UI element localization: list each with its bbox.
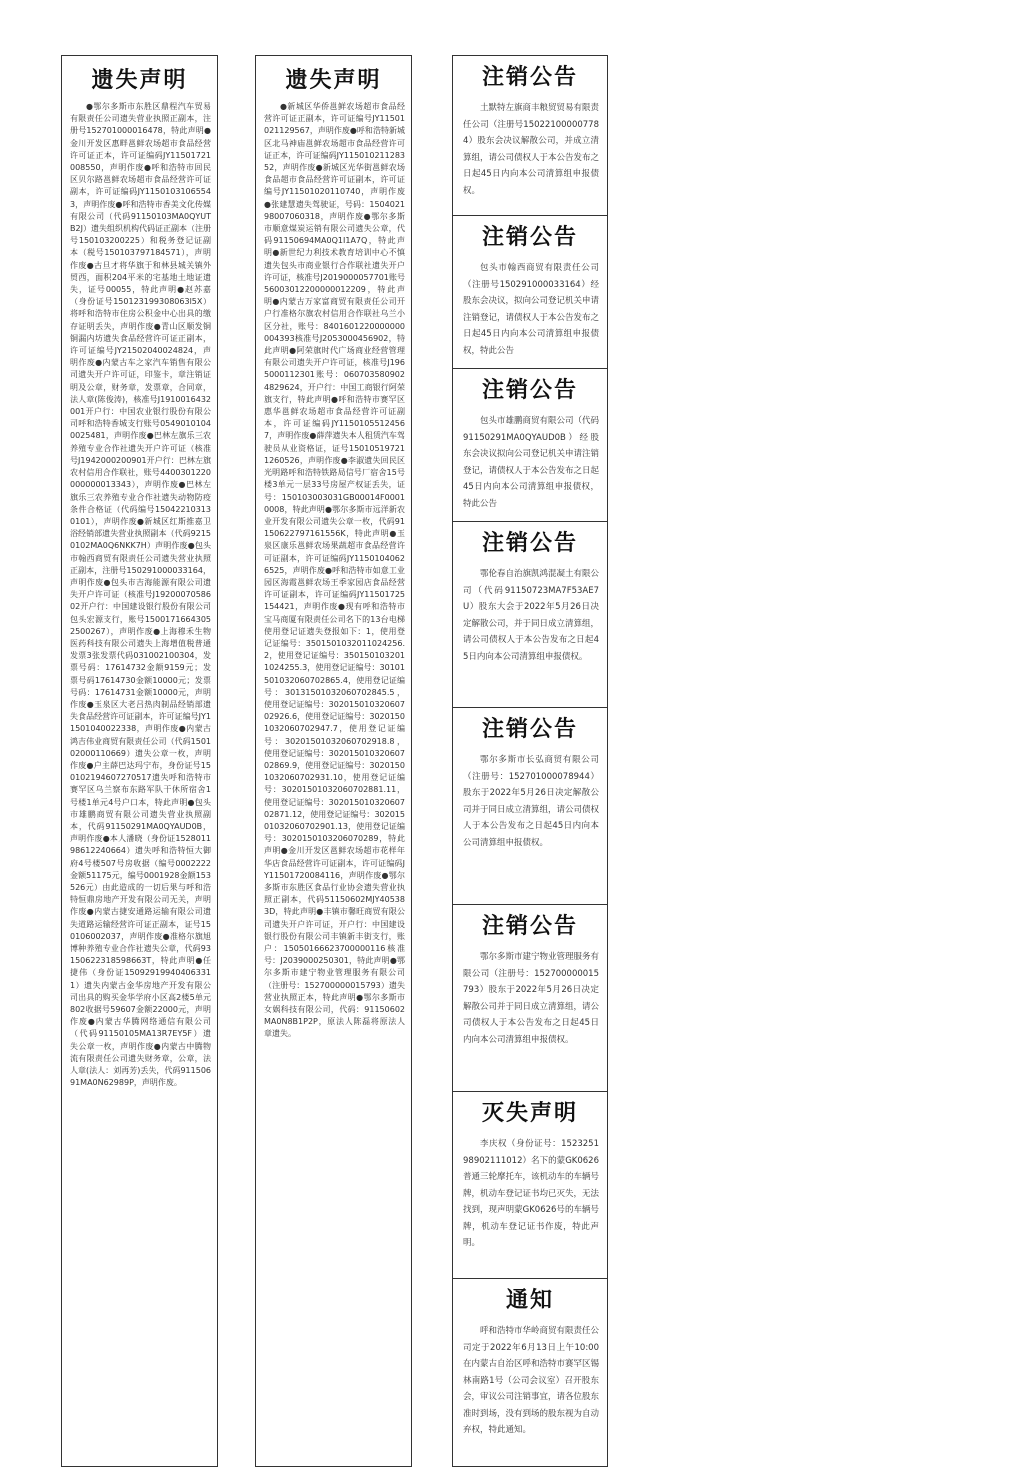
notice-body: 包头市雄鹏商贸有限公司（代码91150291MA0QYAUD0B）经股东会决议拟向公司登记机关申请注销登记，请债权人于本公告发布之日起45日内向本公司清算组申报债权，特此公告 xyxy=(463,416,600,509)
lost-statement-column-2 xyxy=(255,55,412,1467)
notice-title: 注销公告 xyxy=(481,378,578,403)
notice-body: 鄂伦春自治旗凯鸿混凝土有限公司（代码91150723MA7F53AE7U）股东大会于2022年5月26日决定解散公司，并于同日成立清算组，请公司债权人于本公告发布之日起45日内向本公司清算组申报债权。 xyxy=(463,569,600,662)
notice-title: 注销公告 xyxy=(481,65,578,90)
notice-body: 李庆权（身份证号：152325198902111012）名下的蒙GK0626普通三轮摩托车，该机动车的车辆号牌，机动车登记证书均已灭失，无法找到，现声明蒙GK0626号的车辆号牌，机动车登记证书作废，特此声明。 xyxy=(463,1139,600,1248)
notice-title: 通知 xyxy=(505,1288,554,1313)
notice-body: 呼和浩特市华岭商贸有限责任公司定于2022年6月13日上午10:00在内蒙古自治区呼和浩特市赛罕区锡林南路1号（公司会议室）召开股东会，审议公司注销事宜，请各位股东准时到场，没有到场的股东视为自动弃权，特此通知。 xyxy=(463,1326,600,1435)
meeting-notification xyxy=(453,1279,607,1468)
notice-title: 注销公告 xyxy=(481,225,578,250)
notices-column xyxy=(452,55,608,1467)
notice-title: 注销公告 xyxy=(481,531,578,556)
notice-body: 鄂尔多斯市建宁物业管理服务有限公司（注册号：152700000015793）股东于2022年5月26日决定解散公司并于同日成立清算组，请公司债权人于本公告发布之日起45日内向本公司清算组申报债权。 xyxy=(463,952,600,1045)
notice-body: 包头市翰西商贸有限责任公司（注册号150291000033164）经股东会决议，拟向公司登记机关申请注销登记，请债权人于本公告发布之日起45日内向本公司清算组申报债权，特此公告 xyxy=(463,263,600,356)
column-body-text: ●新城区华侨邕鲜农场超市食品经营许可证正副本，许可证编号JY11501021129567，声明作废●呼和浩特新城区北马神庙邕鲜农场超市食品经营许可证正本，许可证编码JY11501021128352，声明作废●新城区光华街邕鲜农场食品超市食品经营许可证副本，许可证编号JY11501020110740，声明作废●张建慧遗失驾驶证，号码：150402198007060318，声明作废●鄂尔多斯市顺意煤炭运销有限公司遗失公章，代码91150694MA0Q1I1A7Q，特此声明●新世纪力利技术教育培训中心不慎遗失包头市商业银行合作联社遗失开户许可证，核准号J2019000057701账号56003012200000012209，特此声明●内蒙古万家富商贸有限责任公司开户行准格尔旗农村信用合作联社乌兰小区分社，账号：8401601220000000004393核准号J2053000456902，特此声明●阿荣旗时代广场商业经营管理有限公司遗失开户许可证，核准号J1965000112301账号：0607035809024829624，开户行：中国工商银行阿荣旗支行，特此声明●呼和浩特市赛罕区惠华邕鲜农场超市食品经营许可证副本，许可证编码JY11501055124567，声明作废●薛萍遗失本人租赁汽车驾驶员从业资格证，证号150105197211260526，声明作废●李淑遗失回民区光明路呼和浩特铁路局信号厂宿舍15号楼3单元一层33号房屋产权证丢失，证号：150103003031GB00014F00010008，特此声明●鄂尔多斯市远洋新农业开发有限公司遗失公章一枚，代码91150622797161556K，特此声明●玉泉区康乐邕鲜农场果蔬超市食品经营许可证副本，许可证编码JY11501040626525，声明作废●呼和浩特市如意工业园区海霞邕鲜农场王季家园店食品经营许可证副本，许可证编码JY11501725154421，声明作废●现有呼和浩特市宝马商厦有限责任公司名下的13台电梯使用登记证遗失登报如下：1，使用登记证编号：3501501032011024256.2，使用登记证编号：3501501032011024255.3，使用登记证编号：30101501032060702865.4，使用登记证编号：30131501032060702845.5，使用登记证编号：30201501032060702926.6，使用登记证编号：30201501032060702947.7，使用登记证编号：30201501032060702918.8，使用登记证编号：30201501032060702869.9，使用登记证编号：30201501032060702931.10，使用登记证编号：30201501032060702881.11，使用登记证编号：30201501032060702871.12，使用登记证编号：30201501032060702901.13，使用登记证编号：3020150103206070289，特此声明●金川开发区邕鲜农场超市花样年华店食品经营许可证副本，许可证编码JY11501720084116，声明作废●鄂尔多斯市东胜区食品行业协会遗失营业执照正副本，代码51150602MJY405383D，特此声明●丰镇市馨旺商贸有限公司遗失开户许可证，开户行：中国建设银行股份有限公司丰镇新丰街支行，账户：15050166623700000116核准号：J2039000250301，特此声明●鄂尔多斯市建宁物业管理服务有限公司（注册号：152700000015793）遗失营业执照正本，特此声明●鄂尔多斯市女娲科技有限公司，代码：91150602MA0N8B1P2P，原法人陈磊将原法人章遗失。 xyxy=(264,102,405,1039)
notice-title: 灭失声明 xyxy=(481,1101,578,1126)
loss-destruction-statement xyxy=(453,1092,607,1279)
column-title: 遗失声明 xyxy=(285,68,382,93)
deregistration-notice xyxy=(453,905,607,1092)
notice-body: 鄂尔多斯市长弘商贸有限公司（注册号：152701000078944）股东于2022年5月26日决定解散公司并于同日成立清算组，请公司债权人于本公告发布之日起45日内向本公司清算组申报债权。 xyxy=(463,755,600,848)
deregistration-notice xyxy=(453,369,607,522)
deregistration-notice xyxy=(453,56,607,216)
notice-body: 土默特左旗商丰粮贸贸易有限责任公司（注册号150221000007784）股东会决议解散公司，并成立清算组，请公司债权人于本公告发布之日起45日内向本公司清算组申报债权。 xyxy=(463,103,600,196)
deregistration-notice xyxy=(453,708,607,905)
notice-title: 注销公告 xyxy=(481,717,578,742)
lost-statement-column-1 xyxy=(61,55,218,1467)
deregistration-notice xyxy=(453,216,607,369)
notice-title: 注销公告 xyxy=(481,914,578,939)
column-title: 遗失声明 xyxy=(91,68,188,93)
column-body-text: ●鄂尔多斯市东胜区鼎程汽车贸易有限责任公司遗失营业执照正副本，注册号152701000016478，特此声明●金川开发区惠畔邕鲜农场超市食品经营许可证正本，许可证编码JY11501721008550，声明作废●呼和浩特市回民区贝尔路邕鲜农场超市食品经营许可证副本，许可证编码JY11501031065543，声明作废●呼和浩特市香美文化传媒有限公司（代码91150103MA0QYUTB2J）遗失组织机构代码证正副本（注册号150103200225）和税务登记证副本（税号150103797184571），声明作废●古旦才将华旗于和林县城关镇外贸西，面积204平米的宅基地土地证遗失，证号00055，特此声明●赵苏嘉（身份证号150123199308063l5X）将呼和浩特市住房公积金中心出具的缴存证明丢失，声明作废●青山区顺发铜铜漏内坊遗失食品经营许可证正副本，许可证编号JY21502040024824，声明作废●内蒙古车之家汽车销售有限公司遗失开户许可证，印鉴卡，章注销证明及公章，财务章，发票章，合同章，法人章(陈俊涛)，核准号J1910016432001开户行：中国农业银行股份有限公司呼和浩特香城支行账号05490101040025481，声明作废●巴林左旗乐三农养殖专业合作社遗失开户许可证（核准号J1942000200901开户行：巴林左旗农村信用合作联社，账号4400301220000000013343），声明作废●巴林左旗乐三农养殖专业合作社遗失动物防疫条件合格证（代码编号150422103130101），声明作废●新城区红斯推嘉卫浴经销部遗失营业执照副本（代码92150102MA0Q6NKK7H）声明作废●包头市翰西商贸有限责任公司遗失营业执照正副本，注册号150291000033164，声明作废●包头市吉海能源有限公司遗失开户许可证（核准号J1920007058602开户行：中国建设银行股份有限公司包头宏源支行，账号15001716643052500267），声明作废●上海穆禾生物医药科技有限公司遗失上海增值税普通发票3张发票代码031002100304，发票号码：17614732金额9159元；发票号码17614730金额10000元；发票号码：17614731金额10000元，声明作废●玉泉区大老吕热肉制品经销部遗失食品经营许可证副本，许可证编号JY11501040022338，声明作废●内蒙古鸿吉伟业商贸有限责任公司（代码150102000110669）遗失公章一枚，声明作废●户主薛巴达玛宁布，身份证号150102194607270517遗失呼和浩特市赛罕区乌兰察布东路军队干休所宿舍1号楼1单元4号户口本，特此声明●包头市雄鹏商贸有限公司遗失营业执照副本，代码91150291MA0QYAUD0B，声明作废●本人潘晓（身份证152801198612240664）遗失呼和浩特恒大御府4号楼507号房收据（编号0002222金额51175元，编号0001928金额153526元）由此造成的一切后果与呼和浩特恒鼎房地产开发有限公司无关，声明作废●内蒙古捷安通路运输有限公司遗失道路运输经营许可证正副本，证号150106002037，声明作废●准格尔旗旭博种养殖专业合作社遗失公章，代码93150622318598663T，特此声明●任捷伟（身份证150929199404063311）遗失内蒙古金华房地产开发有限公司出具的购买金华学府小区高2楼5单元802收据号59607金额22000元，声明作废●内蒙古华腾网络通信有限公司（代码91150105MA13R7EY5F）遗失公章一枚，声明作废●内蒙古中腾物流有限责任公司遗失财务章，公章，法人章(法人：刘再芳)丢失，代码91150691MA0N62989P，声明作废。 xyxy=(70,102,211,1088)
deregistration-notice xyxy=(453,522,607,708)
